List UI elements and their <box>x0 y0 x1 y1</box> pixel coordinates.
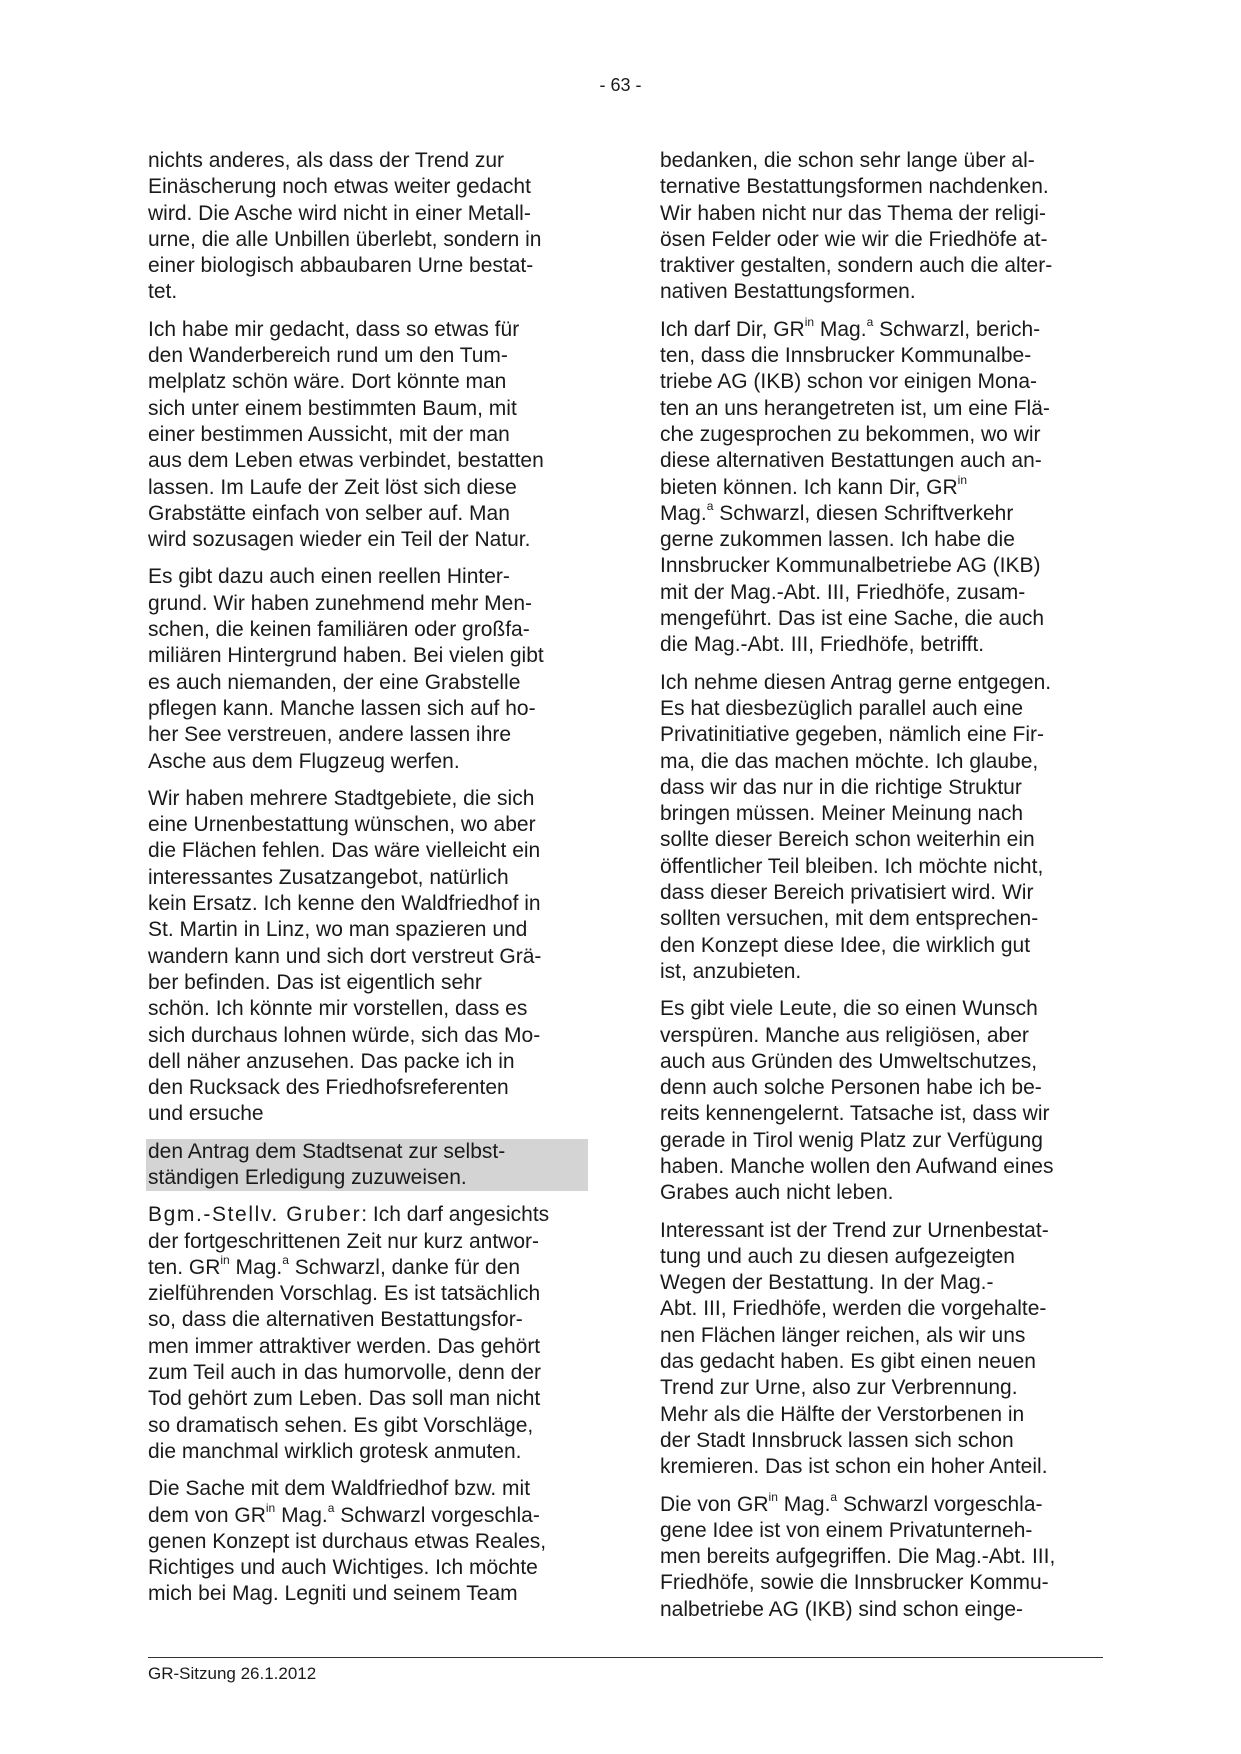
paragraph: Ich habe mir gedacht, dass so etwas für den Wanderbereich rund um den Tum- melplatz schön wäre. Dort könnte man sich unter einem bestimmten Baum, mit einer bestimmen Aussicht, mit der man aus dem Leben etwas verbindet, bestatten lassen. Im Laufe der Zeit löst sich diese Grabstätte einfach von selber auf. Man wird sozusagen wieder ein Teil der Natur. <box>148 317 544 552</box>
paragraph: bedanken, die schon sehr lange über al- ternative Bestattungsformen nachdenken. Wir haben nicht nur das Thema der religi- ösen Felder oder wie wir die Friedhöfe at- traktiver gestalten, sondern auch die alter- nativen Bestattungsformen. <box>660 149 1053 304</box>
paragraph: Interessant ist der Trend zur Urnenbestat- tung und auch zu diesen aufgezeigten Wegen der Bestattung. In der Mag.- Abt. III, Friedhöfe, werden die vorgehalte- nen Flächen länger reichen, als wir uns das gedacht haben. Es gibt einen neuen Trend zur Urne, also zur Verbrennung. Mehr als die Hälfte der Verstorbenen in der Stadt Innsbruck lassen sich schon kremieren. Das ist schon ein hoher Anteil. <box>660 1218 1049 1479</box>
right-column <box>660 148 1102 1634</box>
paragraph: Die Sache mit dem Waldfriedhof bzw. mit dem von $GR^{in}$ Mag.$^a$ Schwarzl vorgeschla- genen Konzept ist durchaus etwas Reales, Richtiges und auch Wichtiges. Ich möchte mich bei Mag. Legniti und seinem Team <box>148 1477 547 1606</box>
paragraph: Es gibt dazu auch einen reellen Hinter- grund. Wir haben zunehmend mehr Men- schen, die keinen familiären oder großfa- miliären Hintergrund haben. Bei vielen gibt es auch niemanden, der eine Grabstelle pflegen kann. Manche lassen sich auf ho- her See verstreuen, andere lassen ihre Asche aus dem Flugzeug werfen. <box>148 565 544 773</box>
paragraph: nichts anderes, als dass der Trend zur Einäscherung noch etwas weiter gedacht wird. Die Asche wird nicht in einer Metall- urne, die alle Unbillen überlebt, sondern in einer biologisch abbaubaren Urne bestat- tet. <box>148 149 542 304</box>
paragraph: Bgm.-Stellv. Gruber: Ich darf angesichts der fortgeschrittenen Zeit nur kurz antwor- ten. $GR^{in}$ Mag.$^a$ Schwarzl, danke für den zielführenden Vorschlag. Es ist tatsächlich so, dass die alternativen Bestattungsfor- men immer attraktiver werden. Das gehört zum Teil auch in das humorvolle, denn der Tod gehört zum Leben. Das soll man nicht so dramatisch sehen. Es gibt Vorschläge, die manchmal wirklich grotesk anmuten. <box>148 1203 550 1463</box>
paragraph: Wir haben mehrere Stadtgebiete, die sich eine Urnenbestattung wünschen, wo aber die Flächen fehlen. Das wäre vielleicht ein interessantes Zusatzangebot, natürlich kein Ersatz. Ich kenne den Waldfriedhof in St. Martin in Linz, wo man spazieren und wandern kann und sich dort verstreut Grä- ber befinden. Das ist eigentlich sehr schön. Ich könnte mir vorstellen, dass es sich durchaus lohnen würde, sich das Mo- dell näher anzusehen. Das packe ich in den Rucksack des Friedhofsreferenten und ersuche <box>148 786 542 1126</box>
footer-divider <box>148 1657 1103 1658</box>
paragraph: Die von $GR^{in}$ Mag.$^a$ Schwarzl vorgeschla- gene Idee ist von einem Privatunterneh- men bereits aufgegriffen. Die Mag.-Abt. III, Friedhöfe, sowie die Innsbrucker Kommu- nalbetriebe AG (IKB) sind schon einge- <box>660 1489 1056 1621</box>
speaker-name: Bgm.-Stellv. Gruber <box>148 1203 362 1227</box>
motion-highlight: den Antrag dem Stadtsenat zur selbst- ständigen Erledigung zuzuweisen. <box>146 1139 588 1192</box>
paragraph: Ich nehme diesen Antrag gerne entgegen. Es hat diesbezüglich parallel auch eine Privatinitiative gegeben, nämlich eine Fir- ma, die das machen möchte. Ich glaube, dass wir das nur in die richtige Struktur bringen müssen. Meiner Meinung nach sollte dieser Bereich schon weiterhin ein öffentlicher Teil bleiben. Ich möchte nicht, dass dieser Bereich privatisiert wird. Wir sollten versuchen, mit dem entsprechen- den Konzept diese Idee, die wirklich gut ist, anzubieten. <box>660 670 1052 983</box>
left-column <box>148 148 588 1619</box>
footer-session-date: GR-Sitzung 26.1.2012 <box>148 1664 317 1683</box>
paragraph: Es gibt viele Leute, die so einen Wunsch verspüren. Manche aus religiösen, aber auch aus Gründen des Umweltschutzes, denn auch solche Personen habe ich be- reits kennengelernt. Tatsache ist, dass wir gerade in Tirol wenig Platz zur Verfügung haben. Manche wollen den Aufwand eines Grabes auch nicht leben. <box>660 997 1054 1205</box>
paragraph: Ich darf Dir, $GR^{in}$ Mag.$^a$ Schwarzl, berich- ten, dass die Innsbrucker Kommunalbe- triebe AG (IKB) schon vor einigen Mona- ten an uns herangetreten ist, um eine Flä- che zugesprochen zu bekommen, wo wir diese alternativen Bestattungen auch an- bieten können. Ich kann Dir, $GR^{in}$ Mag.$^a$ Schwarzl, diesen Schriftverkehr gerne zukommen lassen. Ich habe die Innsbrucker Kommunalbetriebe AG (IKB) mit der Mag.-Abt. III, Friedhöfe, zusam- mengeführt. Das ist eine Sache, die auch die Mag.-Abt. III, Friedhöfe, betrifft. <box>660 314 1050 657</box>
page-number: - 63 - <box>599 75 642 95</box>
